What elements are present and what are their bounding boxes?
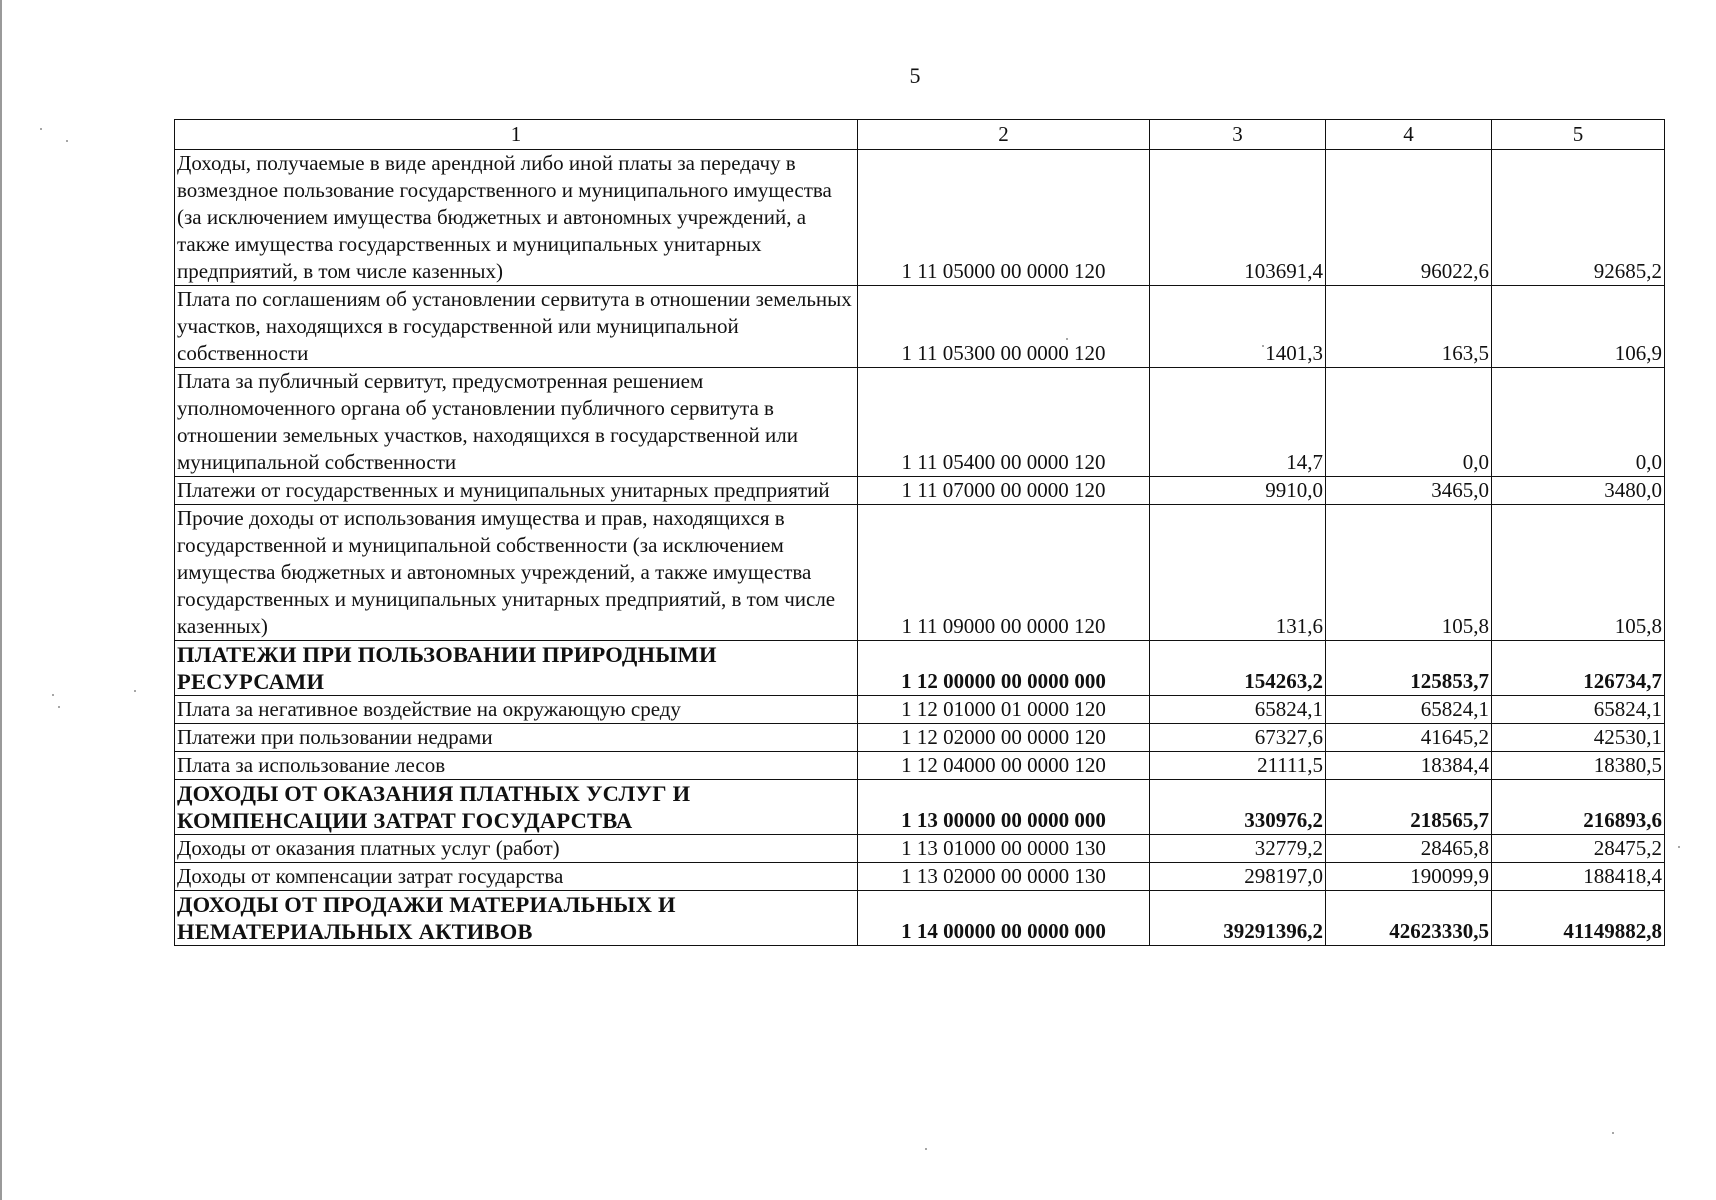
row-value-col4: 42623330,5: [1326, 891, 1492, 946]
table-row: [175, 863, 1665, 891]
table-row-section-total: [175, 891, 1665, 946]
row-value-col5: 65824,1: [1492, 696, 1665, 724]
row-value-col4: 125853,7: [1326, 641, 1492, 696]
scan-speck: [58, 706, 60, 708]
row-value-col4: 41645,2: [1326, 724, 1492, 752]
column-header: 1: [175, 120, 858, 150]
scan-speck: [52, 694, 54, 696]
row-name: Доходы, получаемые в виде арендной либо иной платы за передачу в возмездное пользование государственного и муниципального имущества (за исключением имущества бюджетных и автономных учреждений, а также имущества государственных и муниципальных унитарных предприятий, в том числе казенных): [175, 150, 858, 286]
row-value-col5: 18380,5: [1492, 752, 1665, 780]
scan-left-edge: [0, 0, 2, 1200]
row-value-col4: 163,5: [1326, 286, 1492, 368]
table-row: [175, 752, 1665, 780]
row-value-col3: 1401,3: [1150, 286, 1326, 368]
row-value-col5: 42530,1: [1492, 724, 1665, 752]
scan-speck: [40, 128, 42, 130]
row-value-col5: 3480,0: [1492, 477, 1665, 505]
row-code: 1 14 00000 00 0000 000: [858, 891, 1150, 946]
scan-speck: [66, 140, 68, 142]
row-value-col5: 126734,7: [1492, 641, 1665, 696]
column-header: 3: [1150, 120, 1326, 150]
table-row: [175, 286, 1665, 368]
table-row-section-total: [175, 780, 1665, 835]
row-value-col5: 28475,2: [1492, 835, 1665, 863]
row-name: Прочие доходы от использования имущества и прав, находящихся в государственной и муниципальной собственности (за исключением имущества бюджетных и автономных учреждений, а также имущества государственных и муниципальных унитарных предприятий, в том числе казенных): [175, 505, 858, 641]
row-code: 1 12 04000 00 0000 120: [858, 752, 1150, 780]
row-value-col5: 105,8: [1492, 505, 1665, 641]
scan-speck: [1612, 1132, 1614, 1134]
row-value-col4: 0,0: [1326, 368, 1492, 477]
row-value-col3: 21111,5: [1150, 752, 1326, 780]
row-value-col4: 105,8: [1326, 505, 1492, 641]
row-name: Плата за использование лесов: [175, 752, 858, 780]
row-value-col3: 131,6: [1150, 505, 1326, 641]
row-code: 1 13 00000 00 0000 000: [858, 780, 1150, 835]
table-row: [175, 368, 1665, 477]
row-name: ПЛАТЕЖИ ПРИ ПОЛЬЗОВАНИИ ПРИРОДНЫМИ РЕСУРСАМИ: [175, 641, 858, 696]
row-value-col3: 154263,2: [1150, 641, 1326, 696]
row-name: Платежи при пользовании недрами: [175, 724, 858, 752]
row-name: Платежи от государственных и муниципальных унитарных предприятий: [175, 477, 858, 505]
row-value-col5: 188418,4: [1492, 863, 1665, 891]
column-number-row: [175, 120, 1665, 150]
row-value-col5: 92685,2: [1492, 150, 1665, 286]
scan-speck: [134, 690, 136, 692]
row-name: Плата за публичный сервитут, предусмотренная решением уполномоченного органа об установлении публичного сервитута в отношении земельных участков, находящихся в государственной или муниципальной собственности: [175, 368, 858, 477]
row-code: 1 13 02000 00 0000 130: [858, 863, 1150, 891]
row-name: ДОХОДЫ ОТ ОКАЗАНИЯ ПЛАТНЫХ УСЛУГ И КОМПЕНСАЦИИ ЗАТРАТ ГОСУДАРСТВА: [175, 780, 858, 835]
row-name: Доходы от оказания платных услуг (работ): [175, 835, 858, 863]
row-value-col4: 3465,0: [1326, 477, 1492, 505]
row-value-col3: 9910,0: [1150, 477, 1326, 505]
revenue-table: [174, 119, 1665, 946]
row-code: 1 11 05400 00 0000 120: [858, 368, 1150, 477]
row-code: 1 12 00000 00 0000 000: [858, 641, 1150, 696]
row-value-col3: 103691,4: [1150, 150, 1326, 286]
row-code: 1 11 07000 00 0000 120: [858, 477, 1150, 505]
row-code: 1 11 05000 00 0000 120: [858, 150, 1150, 286]
row-name: Плата за негативное воздействие на окружающую среду: [175, 696, 858, 724]
table-row: [175, 835, 1665, 863]
scan-speck: [1678, 846, 1680, 848]
column-header: 2: [858, 120, 1150, 150]
row-value-col3: 330976,2: [1150, 780, 1326, 835]
row-code: 1 11 05300 00 0000 120: [858, 286, 1150, 368]
table-row: [175, 505, 1665, 641]
row-value-col5: 0,0: [1492, 368, 1665, 477]
row-value-col5: 41149882,8: [1492, 891, 1665, 946]
row-value-col4: 18384,4: [1326, 752, 1492, 780]
row-value-col4: 190099,9: [1326, 863, 1492, 891]
row-code: 1 13 01000 00 0000 130: [858, 835, 1150, 863]
row-code: 1 12 01000 01 0000 120: [858, 696, 1150, 724]
row-name: Плата по соглашениям об установлении сервитута в отношении земельных участков, находящихся в государственной или муниципальной собственности: [175, 286, 858, 368]
column-header: 4: [1326, 120, 1492, 150]
table-row-section-total: [175, 641, 1665, 696]
row-code: 1 11 09000 00 0000 120: [858, 505, 1150, 641]
row-value-col5: 216893,6: [1492, 780, 1665, 835]
row-value-col3: 14,7: [1150, 368, 1326, 477]
row-value-col3: 32779,2: [1150, 835, 1326, 863]
row-name: Доходы от компенсации затрат государства: [175, 863, 858, 891]
table-row: [175, 477, 1665, 505]
row-value-col4: 96022,6: [1326, 150, 1492, 286]
table-row: [175, 150, 1665, 286]
row-value-col3: 65824,1: [1150, 696, 1326, 724]
page-number: 5: [909, 63, 921, 88]
table-row: [175, 696, 1665, 724]
row-name: ДОХОДЫ ОТ ПРОДАЖИ МАТЕРИАЛЬНЫХ И НЕМАТЕРИАЛЬНЫХ АКТИВОВ: [175, 891, 858, 946]
row-value-col5: 106,9: [1492, 286, 1665, 368]
row-value-col4: 65824,1: [1326, 696, 1492, 724]
row-value-col3: 67327,6: [1150, 724, 1326, 752]
scan-speck: [925, 1148, 927, 1150]
table-row: [175, 724, 1665, 752]
row-code: 1 12 02000 00 0000 120: [858, 724, 1150, 752]
row-value-col4: 28465,8: [1326, 835, 1492, 863]
row-value-col3: 298197,0: [1150, 863, 1326, 891]
column-header: 5: [1492, 120, 1665, 150]
row-value-col3: 39291396,2: [1150, 891, 1326, 946]
row-value-col4: 218565,7: [1326, 780, 1492, 835]
